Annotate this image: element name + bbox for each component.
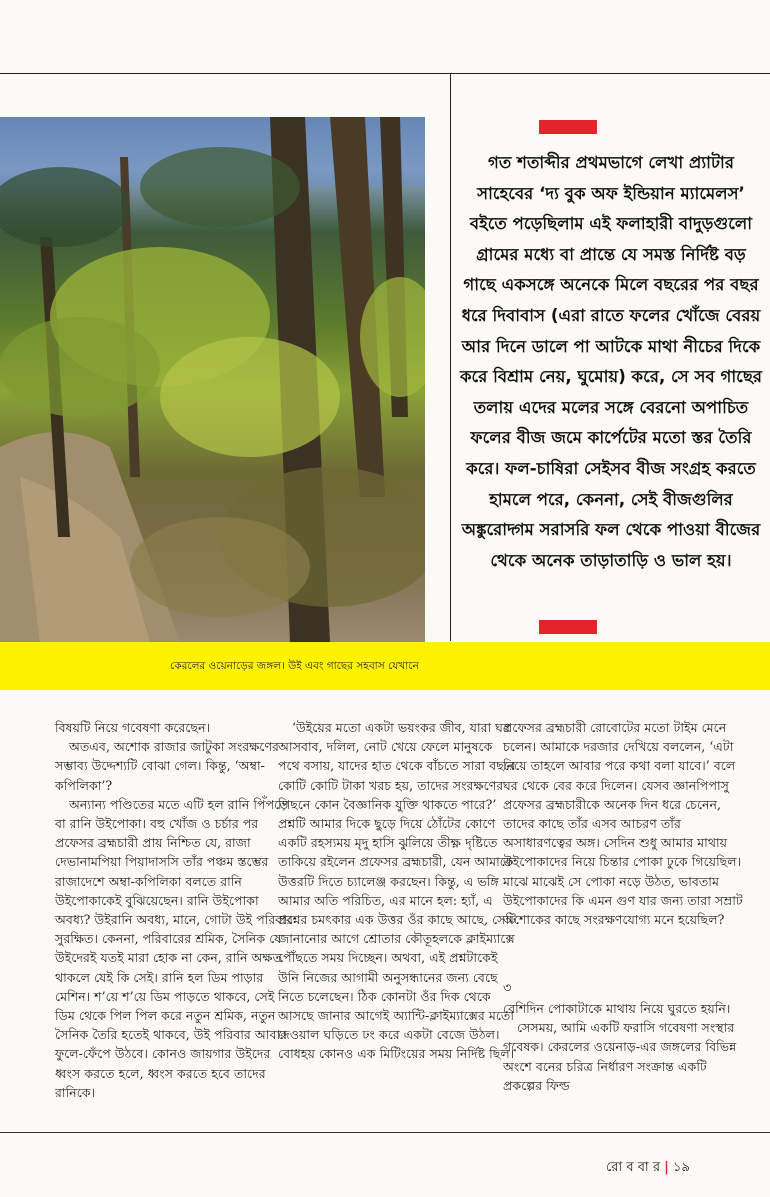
article-column-3-continued	[503, 999, 743, 1095]
paragraph: অন্যান্য পণ্ডিতের মতে এটি হল রানি পিঁপড়ে বা রানি উইপোকা। বহু খোঁজ ও চর্চার পর প্রফেসর ব্রহ্মচারী প্রায় নিশ্চিত যে, রাজা দেভানামপিয়া পিয়াদাসসি তাঁর পঞ্চম স্তম্ভের রাজাদেশে অম্বা-কপিলিকা বলতে রানি উইপোকাকেই বুঝিয়েছেন। রানি উইপোকা অবধ্য? উইরানি অবধ্য, মানে, গোটা উই পরিবার সুরক্ষিত। কেননা, পরিবারের শ্রমিক, সৈনিক যে উইদেরই যতই মারা হোক না কেন, রানি অক্ষত থাকলে যেই কি সেই। রানি হল ডিম পাড়ার মেশিন। শ’য়ে শ’য়ে ডিম পাড়তে থাকবে, সেই ডিম থেকে পিল পিল করে নতুন শ্রমিক, নতুন সৈনিক তৈরি হতেই থাকবে, উই পরিবার আবার ফুলে-ফেঁপে উঠবে। কোনও জায়গার উইদের ধ্বংস করতে হলে, ধ্বংস করতে হবে তাদের রানিকে।	[55, 796, 293, 1100]
paragraph: প্রফেসর ব্রহ্মচারী রোবোটের মতো টাইম মেনে চলেন। আমাকে দরজার দেখিয়ে বললেন, ‘এটা নিয়ে তাহলে আবার পরে কথা বলা যাবে।’ বলে ঘর থেকে বের করে দিলেন। যেসব জ্ঞানপিপাসু প্রফেসর ব্রহ্মচারীকে অনেক দিন ধরে চেনেন, তাদের কাছে তাঁর এসব আচরণ তাঁর অসাধারণত্বের অঙ্গ। সেদিন শুধু আমার মাথায় উইপোকাদের নিয়ে চিন্তার পোকা ঢুকে গিয়েছিল। মাঝে মাঝেই সে পোকা নড়ে উঠত, ভাবতাম উইপোকাদের কি এমন গুণ যার জন্য তারা সম্রাট অশোকের কাছে সংরক্ষণযোগ্য মনে হয়েছিল?	[503, 720, 743, 928]
paragraph: অতএব, অশোক রাজার জাটুকা সংরক্ষণের সম্ভাব্য উদ্দেশ্যটি বোঝা গেল। কিন্তু, ‘অম্বা-কপিলিকা’?	[55, 739, 279, 793]
pull-quote-top-accent	[539, 120, 597, 134]
pull-quote: গত শতাব্দীর প্রথমভাগে লেখা প্র্যাটার সাহেবের ‘দ্য বুক অফ ইন্ডিয়ান ম্যামেলস’ বইতে পড়েছিলাম এই ফলাহারী বাদুড়গুলো গ্রামের মধ্যে বা প্রান্তে যে সমস্ত নির্দিষ্ট বড় গাছে একসঙ্গে অনেকে মিলে বছরের পর বছর ধরে দিবাবাস (এরা রাতে ফলের খোঁজে বেরয় আর দিনে ডালে পা আটকে মাথা নীচের দিকে করে বিশ্রাম নেয়, ঘুমোয়) করে, সে সব গাছের তলায় এদের মলের সঙ্গে বেরনো অপাচিত ফলের বীজ জমে কার্পেটের মতো স্তর তৈরি করে। ফল-চাষিরা সেইসব বীজ সংগ্রহ করতে হামলে পরে, কেননা, সেই বীজগুলির অঙ্কুরোদ্গম সরাসরি ফল থেকে পাওয়া বীজের থেকে অনেক তাড়াতাড়ি ও ভাল হয়।	[459, 153, 763, 570]
section-number: ৩	[503, 981, 512, 996]
magazine-name: রো ব বা র	[606, 1160, 660, 1175]
footer-separator: |	[664, 1160, 669, 1175]
paragraph: সেসময়, আমি একটি ফরাসি গবেষণা সংস্থার গবেষক। কেরলের ওয়েনাড়-এর জঙ্গলের বিভিন্ন অংশে বনের চরিত্র নির্ধারণ সংক্রান্ত একটি প্রকল্পের ফিল্ড	[503, 1020, 737, 1093]
article-column-1	[55, 718, 295, 1102]
photo-caption: কেরলের ওয়েনাড়ের জঙ্গল। উই এবং গাছের সহবাস যেখানে	[170, 660, 419, 672]
forest-photo	[0, 117, 425, 642]
paragraph: বেশিদিন পোকাটাকে মাথায় নিয়ে ঘুরতে হয়নি।	[503, 1001, 731, 1016]
top-divider	[0, 73, 452, 74]
article-column-3	[503, 718, 743, 929]
page-footer	[606, 1158, 690, 1179]
page-number: ১৯	[673, 1160, 690, 1175]
bottom-divider	[0, 1132, 770, 1133]
article-column-2	[278, 718, 518, 1064]
pull-quote-bottom-accent	[539, 620, 597, 634]
paragraph: ‘উইয়ের মতো একটা ভয়ংকর জীব, যারা ঘর আসবাব, দলিল, নোট খেয়ে ফেলে মানুষকে পথে বসায়, যাদের হাত থেকে বাঁচতে সারা বছরে কোটি কোটি টাকা খরচ হয়, তাদের সংরক্ষণের পিছনে কোন বৈজ্ঞানিক যুক্তি থাকতে পারে?’ প্রশ্নটি আমার দিকে ছুড়ে দিয়ে ঠোঁটের কোণে একটি রহস্যময় মৃদু হাসি ঝুলিয়ে তীক্ষ্ণ দৃষ্টিতে তাকিয়ে রইলেন প্রফেসর ব্রহ্মচারী, যেন আমাকে উত্তরটি দিতে চ্যালেঞ্জ করছেন। কিন্তু, এ ভঙ্গি আমার অতি পরিচিত, এর মানে হল: হ্যাঁ, এ প্রশ্নের চমৎকার এক উত্তর ওঁর কাছে আছে, সেটি জানানোর আগে শ্রোতার কৌতূহলকে ক্লাইম্যাক্সে পৌঁছতে সময় দিচ্ছেন। অথবা, এই প্রশ্নটাকেই উনি নিজের আগামী অনুসন্ধানের জন্য বেছে নিতে চলেছেন। ঠিক কোনটা ওঁর দিক থেকে আসছে জানার আগেই অ্যান্টি-ক্লাইম্যাক্সের মতো দেওয়াল ঘড়িতে ঢং করে একটা বেজে উঠল। বোধহয় কোনও এক মিটিংয়ের সময় নির্দিষ্ট ছিল।	[278, 720, 517, 1062]
paragraph: বিষয়টি নিয়ে গবেষণা করেছেন।	[55, 720, 211, 735]
